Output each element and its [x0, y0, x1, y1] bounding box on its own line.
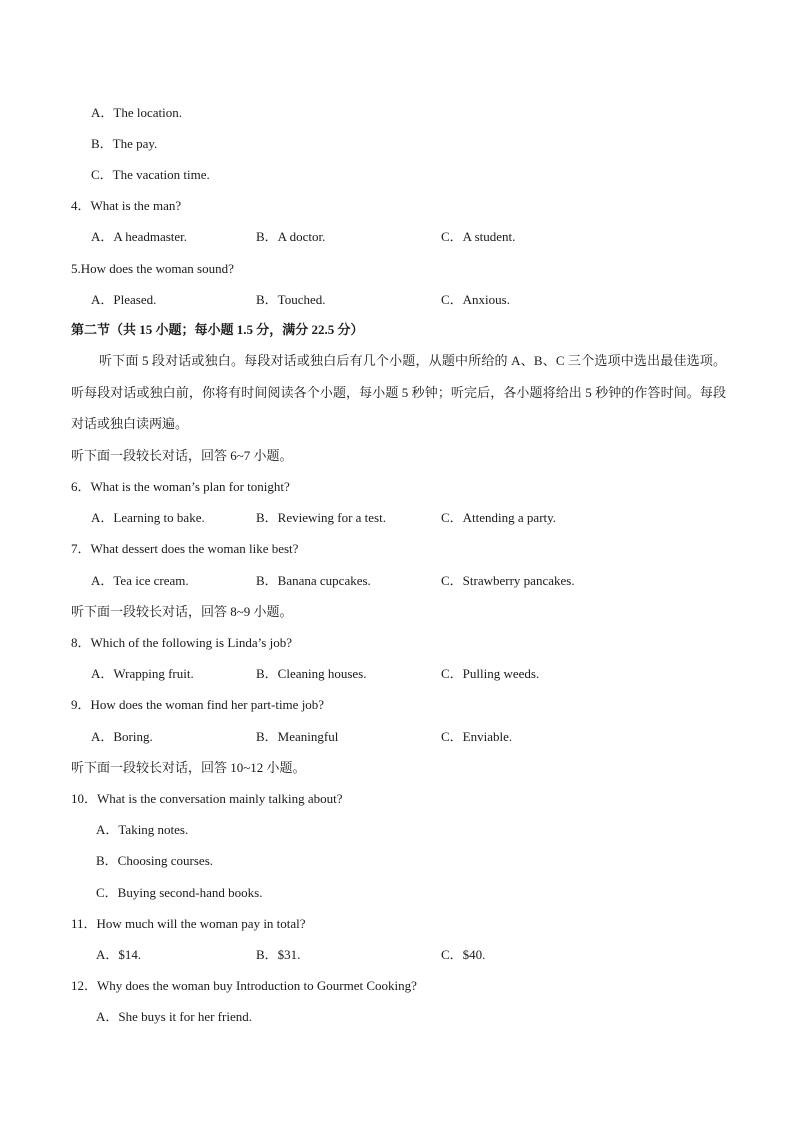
q7-option-c: C．Strawberry pancakes.: [441, 573, 575, 588]
q12-stem: 12．Why does the woman buy Introduction to Gourmet Cooking?: [71, 978, 417, 993]
q9-option-b: B．Meaningful: [256, 729, 339, 744]
q6-option-b: B．Reviewing for a test.: [256, 510, 386, 525]
q8-option-a: A．Wrapping fruit.: [91, 666, 194, 681]
q11-stem: 11．How much will the woman pay in total?: [71, 916, 306, 931]
q7-stem: 7．What dessert does the woman like best?: [71, 541, 299, 556]
q8-stem: 8．Which of the following is Linda’s job?: [71, 635, 292, 650]
group1-intro: 听下面一段较长对话，回答 6~7 小题。: [71, 448, 293, 463]
q6-option-a: A．Learning to bake.: [91, 510, 205, 525]
q12-option-a: A．She buys it for her friend.: [96, 1009, 252, 1024]
q9-stem: 9．How does the woman find her part-time job?: [71, 697, 325, 712]
q4-option-b: B．A doctor.: [256, 229, 326, 244]
q3-option-b: B．The pay.: [91, 136, 158, 151]
q10-option-a: A．Taking notes.: [96, 822, 189, 837]
q11-option-c: C．$40.: [441, 947, 486, 962]
q9-option-a: A．Boring.: [91, 729, 153, 744]
q4-option-c: C．A student.: [441, 229, 516, 244]
q11-option-b: B．$31.: [256, 947, 301, 962]
q5-option-c: C．Anxious.: [441, 292, 510, 307]
q5-stem: 5.How does the woman sound?: [71, 261, 234, 276]
q6-stem: 6．What is the woman’s plan for tonight?: [71, 479, 290, 494]
q8-option-b: B．Cleaning houses.: [256, 666, 367, 681]
q3-option-a: A．The location.: [91, 105, 182, 120]
q4-option-a: A．A headmaster.: [91, 229, 188, 244]
group3-intro: 听下面一段较长对话，回答 10~12 小题。: [71, 760, 306, 775]
group2-intro: 听下面一段较长对话，回答 8~9 小题。: [71, 604, 293, 619]
q10-option-c: C．Buying second-hand books.: [96, 885, 263, 900]
q6-option-c: C．Attending a party.: [441, 510, 557, 525]
q8-option-c: C．Pulling weeds.: [441, 666, 540, 681]
q3-option-c: C．The vacation time.: [91, 167, 210, 182]
q9-option-c: C．Enviable.: [441, 729, 513, 744]
q11-option-a: A．$14.: [96, 947, 142, 962]
q10-stem: 10．What is the conversation mainly talking about?: [71, 791, 343, 806]
q5-option-b: B．Touched.: [256, 292, 326, 307]
q4-stem: 4．What is the man?: [71, 198, 182, 213]
q7-option-b: B．Banana cupcakes.: [256, 573, 371, 588]
q5-option-a: A．Pleased.: [91, 292, 157, 307]
section2-heading: 第二节（共 15 小题；每小题 1.5 分，满分 22.5 分）: [71, 322, 364, 337]
section2-instructions: 听下面 5 段对话或独白。每段对话或独白后有几个小题，从题中所给的 A、B、C 三个选项中选出最佳选项。听每段对话或独白前，你将有时间阅读各个小题，每小题 5 秒钟；听完后，各小题将给出 5 秒钟的作答时间。每段对话或独白读两遍。: [71, 353, 726, 431]
q7-option-a: A．Tea ice cream.: [91, 573, 189, 588]
q10-option-b: B．Choosing courses.: [96, 853, 214, 868]
